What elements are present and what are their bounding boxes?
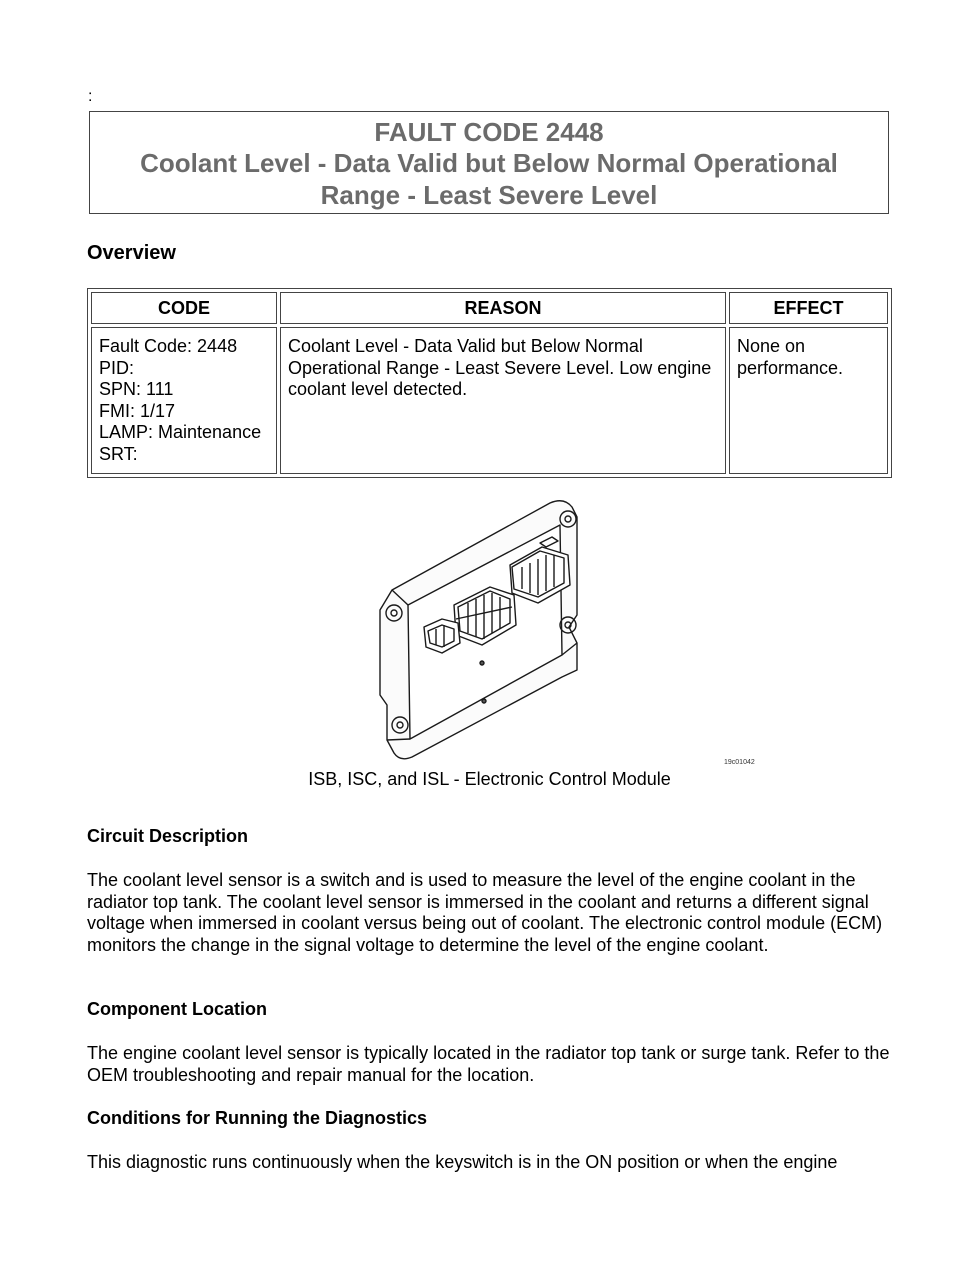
- code-line-srt: SRT:: [99, 443, 138, 464]
- component-location-heading: Component Location: [87, 999, 267, 1019]
- header-effect: EFFECT: [729, 292, 888, 324]
- circuit-description-text: The coolant level sensor is a switch and is used to measure the level of the engine coolant in the radiator top tank. The coolant level sensor is immersed in the coolant and returns a different signal voltage when immersed in coolant versus being out of coolant. The electronic control module (ECM) monitors the change in the signal voltage to determine the level of the engine coolant.: [87, 870, 883, 955]
- table-header-row: [91, 292, 888, 324]
- effect-cell: None on performance.: [729, 327, 888, 474]
- overview-table: [87, 288, 892, 478]
- title-box: [89, 111, 889, 214]
- fault-description-line2: Range - Least Severe Level: [320, 180, 658, 210]
- figure-ref-code: 19c01042: [724, 759, 755, 766]
- component-location-text: The engine coolant level sensor is typically located in the radiator top tank or surge tank. Refer to the OEM troubleshooting and repair manual for the location.: [87, 1043, 890, 1085]
- code-cell: [91, 327, 277, 474]
- conditions-heading: Conditions for Running the Diagnostics: [87, 1108, 427, 1128]
- overview-heading: Overview: [87, 242, 176, 264]
- code-line-pid: PID:: [99, 357, 135, 378]
- reason-cell: Coolant Level - Data Valid but Below Normal Operational Range - Least Severe Level. Low engine coolant level detected.: [280, 327, 726, 474]
- code-line-fault-code: Fault Code: 2448: [99, 336, 238, 356]
- code-line-spn: SPN: 111: [99, 379, 174, 399]
- code-line-lamp: LAMP: Maintenance: [99, 422, 262, 442]
- page-prefix: :: [88, 88, 93, 105]
- code-line-fmi: FMI: 1/17: [99, 400, 176, 421]
- conditions-text: This diagnostic runs continuously when the keyswitch is in the ON position or when the engine: [87, 1152, 838, 1172]
- ecm-illustration: [372, 495, 762, 767]
- circuit-description-heading: Circuit Description: [87, 826, 249, 846]
- header-reason: REASON: [280, 292, 726, 324]
- figure-caption: ISB, ISC, and ISL - Electronic Control Module: [308, 769, 671, 789]
- header-code: CODE: [91, 292, 277, 324]
- fault-description-line1: Coolant Level - Data Valid but Below Normal Operational: [140, 148, 838, 178]
- table-row: [91, 327, 888, 474]
- fault-code-title: FAULT CODE 2448: [374, 117, 604, 147]
